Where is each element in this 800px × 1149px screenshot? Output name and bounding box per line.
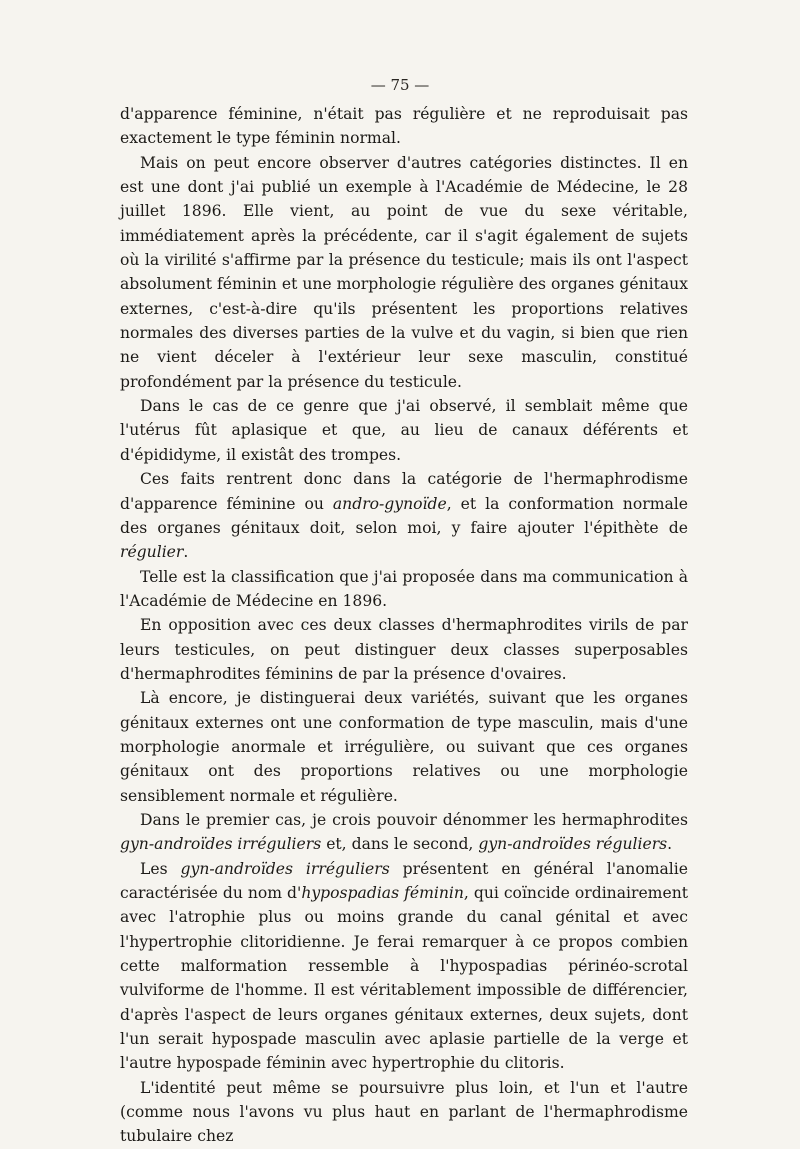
paragraph [120, 686, 688, 808]
text-run: Dans le cas de ce genre que j'ai observé, il semblait même que l'utérus fût aplasique et que, au lieu de canaux déférents et d'épididyme, il existât des trompes. [120, 397, 688, 464]
text-run: L'identité peut même se poursuivre plus loin, et l'un et l'autre (comme nous l'avons vu plus haut en parlant de l'hermaphrodisme tubulaire chez [120, 1078, 688, 1146]
text-run: . [183, 543, 189, 562]
paragraph [120, 1076, 688, 1149]
text-run: En opposition avec ces deux classes d'hermaphrodites virils de par leurs testicules, on peut distinguer deux classes superposables d'hermaphrodites féminins de par la présence d'ovaires. [120, 616, 688, 683]
text-run: Les [140, 859, 181, 878]
italic-term: gyn-androïdes irréguliers [180, 859, 390, 878]
paragraph [120, 808, 688, 857]
text-run: . [667, 835, 673, 854]
page-number: — 75 — [370, 76, 430, 94]
paragraph [120, 102, 688, 151]
text-run: Dans le premier cas, je crois pouvoir dénommer les hermaphrodites [140, 810, 688, 829]
paragraph [120, 394, 688, 467]
paragraph [120, 857, 688, 1076]
paragraph [120, 565, 688, 614]
text-run: Mais on peut encore observer d'autres catégories distinctes. Il en est une dont j'ai publié un exemple à l'Académie de Médecine, le 28 juillet 1896. Elle vient, au point de vue du sexe véritable, immédiatement après la précédente, car il s'agit également de sujets où la virilité s'affirme par la présence du testicule; mais ils ont l'aspect absolument féminin et une morphologie régulière des organes génitaux externes, c'est-à-dire qu'ils présentent les proportions relatives normales des diverses parties de la vulve et du vagin, si bien que rien ne vient déceler à l'extérieur leur sexe masculin, constitué profondément par la présence du testicule. [120, 153, 688, 391]
text-run: , et la conformation normale des organes génitaux doit, selon moi, y faire ajouter l'épithète de [120, 494, 688, 537]
italic-term: gyn-androïdes irréguliers [120, 835, 322, 854]
paragraph [120, 467, 688, 564]
italic-term: hypospadias féminin [301, 884, 464, 902]
italic-term: gyn-androïdes réguliers [478, 835, 668, 854]
italic-term: andro-gynoïde [332, 494, 447, 513]
italic-term: régulier [120, 543, 184, 562]
paragraph [120, 613, 688, 686]
text-run: , qui coïncide ordinairement avec l'atrophie plus ou moins grande du canal génital et avec l'hypertrophie clitoridienne. Je ferai remarquer à ce propos combien cette malformation ressemble à l'hypospadias périnéo-scrotal vulviforme de l'homme. Il est véritablement impossible de différencier, d'après l'aspect de leurs organes génitaux externes, deux sujets, dont l'un serait hypospade masculin avec aplasie partielle de la verge et l'autre hypospade féminin avec hypertrophie du clitoris. [120, 884, 689, 1073]
body-text [120, 102, 688, 1149]
text-run: Ces faits rentrent donc dans la catégorie de l'hermaphrodisme d'apparence féminine ou [120, 470, 688, 513]
text-run: d'apparence féminine, n'était pas régulière et ne reproduisait pas exactement le type féminin normal. [120, 105, 688, 148]
text-run: présentent en général l'anomalie caractérisée du nom d' [120, 859, 689, 902]
text-run: Là encore, je distinguerai deux variétés, suivant que les organes génitaux externes ont une conformation de type masculin, mais d'une morphologie anormale et irrégulière, ou suivant que ces organes génitaux ont des proportions relatives ou une morphologie sensiblement normale et régulière. [120, 689, 688, 805]
text-run: et, dans le second, [321, 835, 479, 854]
text-run: Telle est la classification que j'ai proposée dans ma communication à l'Académie de Médecine en 1896. [120, 567, 688, 610]
paragraph [120, 151, 688, 394]
